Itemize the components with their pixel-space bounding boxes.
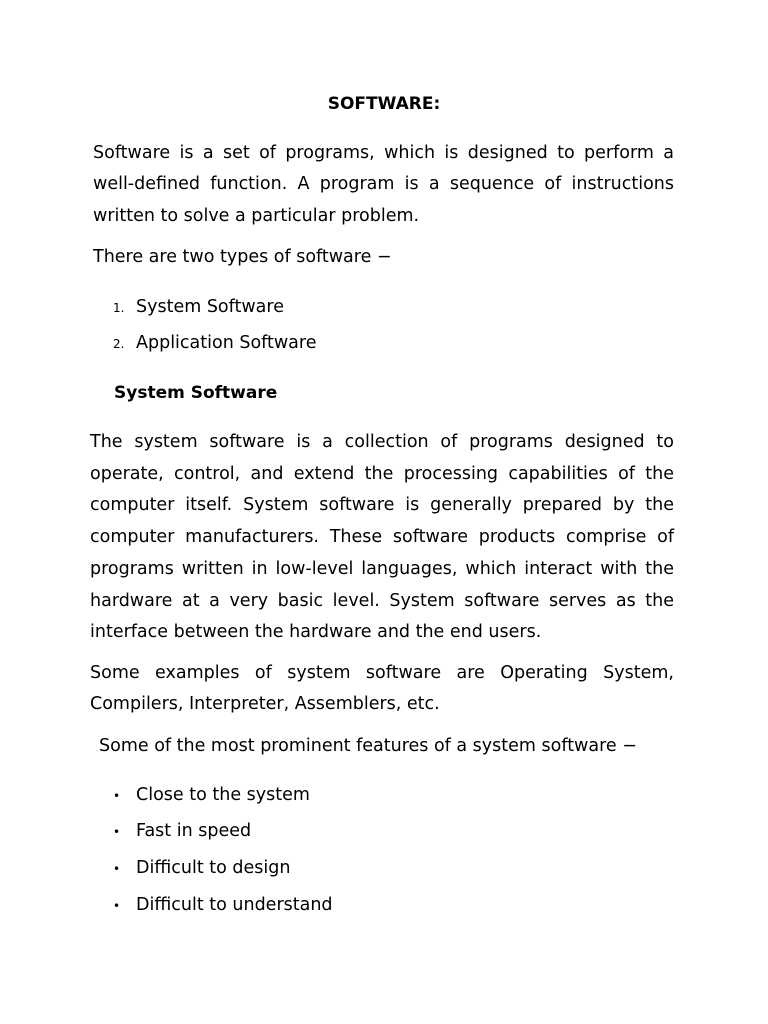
list-item-label: Fast in speed <box>136 821 252 841</box>
bullet-icon: • <box>113 825 121 839</box>
paragraph-line: computer itself. System software is generally prepared by the <box>90 495 674 515</box>
intro-line: well-defined function. A program is a sequence of instructions <box>93 174 674 194</box>
intro-line: written to solve a particular problem. <box>93 206 420 226</box>
paragraph-line: Compilers, Interpreter, Assemblers, etc. <box>90 694 440 714</box>
bullet-icon: • <box>113 789 121 803</box>
list-item-label: Difficult to design <box>136 858 291 878</box>
list-item-label: Close to the system <box>136 785 310 805</box>
paragraph-line: The system software is a collection of programs designed to <box>90 432 674 452</box>
list-number: 1. <box>113 301 125 315</box>
list-number: 2. <box>113 337 125 351</box>
list-item-label: System Software <box>136 297 284 317</box>
paragraph-line: computer manufacturers. These software products comprise of <box>90 527 674 547</box>
bullet-icon: • <box>113 862 121 876</box>
paragraph-line: operate, control, and extend the processing capabilities of the <box>90 464 674 484</box>
section-heading: System Software <box>114 383 278 403</box>
bullet-icon: • <box>113 899 121 913</box>
features-intro: Some of the most prominent features of a system software − <box>99 736 637 756</box>
list-item-label: Application Software <box>136 333 317 353</box>
paragraph-line: Some examples of system software are Operating System, <box>90 663 674 683</box>
paragraph-line: programs written in low-level languages, which interact with the <box>90 559 674 579</box>
page-title: SOFTWARE: <box>327 94 441 114</box>
types-intro: There are two types of software − <box>93 247 392 267</box>
intro-line: Software is a set of programs, which is designed to perform a <box>93 143 674 163</box>
paragraph-line: interface between the hardware and the end users. <box>90 622 542 642</box>
paragraph-line: hardware at a very basic level. System software serves as the <box>90 591 674 611</box>
list-item-label: Difficult to understand <box>136 895 333 915</box>
